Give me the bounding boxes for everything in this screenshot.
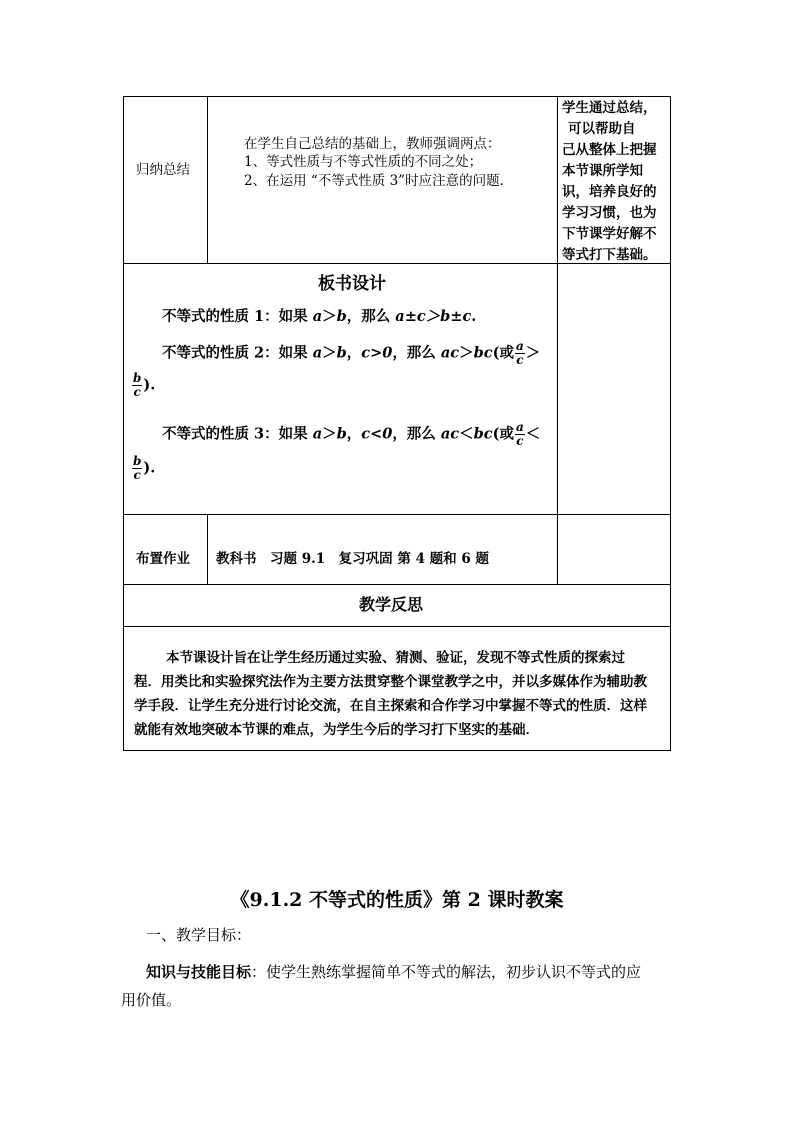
var-b: b — [336, 308, 347, 325]
reflection-line: 程．用类比和实验探究法作为主要方法贯穿整个课堂教学之中，并以多媒体作为辅助教 — [134, 674, 647, 690]
property-1 — [162, 307, 476, 327]
fraction-a-over-c: $\frac{a}{c}$ — [515, 420, 524, 448]
summary-line: 在学生自己总结的基础上，教师强调两点： — [244, 136, 501, 152]
end-punct: . — [471, 308, 477, 325]
side-note-line: 识，培养良好的 — [562, 184, 657, 200]
rel-sign: ＜ — [525, 425, 541, 443]
objective-knowledge — [146, 957, 641, 987]
var-a: a — [312, 308, 323, 325]
homework-content: 教科书 习题 9.1 复习巩固 第 4 题和 6 题 — [216, 551, 489, 567]
table-divider-reflection-title — [123, 626, 671, 627]
property-2 — [162, 340, 540, 367]
term-bc: bc — [473, 425, 493, 443]
side-note-line: 己从整体上把握 — [562, 142, 657, 158]
objective-text: 使学生熟练掌握简单不等式的解法，初步认识不等式的应 — [266, 963, 642, 981]
fraction-b-over-c: $\frac{b}{c}$ — [133, 454, 142, 482]
objective-knowledge-continued: 用价值。 — [121, 991, 182, 1009]
table-col-divider-right — [557, 96, 558, 584]
side-note-line: 本节课所学知 — [562, 163, 643, 179]
rel-sign: ＞ — [459, 344, 474, 362]
property-1-prefix: 不等式的性质 1：如果 — [162, 308, 313, 325]
side-note-line: 等式打下基础。 — [562, 247, 657, 263]
property-2-continued — [131, 372, 155, 399]
or-open: (或 — [492, 425, 514, 443]
then-text: ，那么 — [392, 344, 441, 362]
board-title: 板书设计 — [318, 274, 386, 294]
property-3-prefix: 不等式的性质 3：如果 — [162, 425, 313, 443]
table-border-left — [123, 96, 124, 751]
property-3 — [162, 421, 540, 448]
section-title-objectives: 一、教学目标： — [146, 926, 252, 944]
table-divider-board — [123, 514, 671, 515]
gt-sign: ＞ — [322, 425, 337, 443]
term-ac: ac — [440, 344, 460, 362]
rel-sign: ＜ — [459, 425, 474, 443]
var-b: b — [336, 344, 347, 362]
table-col-divider-homework — [207, 514, 208, 584]
then-text: ，那么 — [392, 425, 441, 443]
side-note-line: 下节课学好解不 — [562, 226, 657, 242]
summary-line: 1、等式性质与不等式性质的不同之处； — [244, 154, 483, 170]
condition: c>0 — [361, 344, 393, 362]
sep: ， — [346, 344, 362, 362]
gt-sign: ＞ — [322, 344, 337, 362]
side-note-line: 可以帮助自 — [568, 121, 636, 137]
fraction-a-over-c: $\frac{a}{c}$ — [515, 339, 524, 367]
sep: ， — [346, 425, 362, 443]
or-open: (或 — [492, 344, 514, 362]
homework-label: 布置作业 — [136, 551, 190, 567]
side-note-line: 学习习惯，也为 — [562, 205, 657, 221]
term-bc: bc — [473, 344, 493, 362]
var-b: b — [336, 425, 347, 443]
side-note-line: 学生通过总结， — [562, 100, 657, 116]
property-3-continued — [131, 455, 155, 482]
reflection-line: 本节课设计旨在让学生经历通过实验、猜测、验证，发现不等式性质的探索过 — [166, 650, 625, 666]
end-punct: ). — [143, 459, 156, 477]
table-col-divider-summary — [207, 96, 208, 263]
term-ac: ac — [440, 425, 460, 443]
gt-sign: ＞ — [322, 308, 337, 325]
condition: c<0 — [361, 425, 393, 443]
summary-line: 2、在运用 “不等式性质 3”时应注意的问题． — [244, 173, 514, 189]
reflection-title: 教学反思 — [359, 595, 424, 614]
objective-label: 知识与技能目标 — [146, 963, 252, 981]
reflection-line: 学手段．让学生充分进行讨论交流，在自主探索和合作学习中掌握不等式的性质．这样 — [134, 698, 647, 714]
rel-sign: ＞ — [525, 344, 541, 362]
property-1-expr: a±c＞b±c — [395, 308, 472, 325]
fraction-b-over-c: $\frac{b}{c}$ — [133, 371, 142, 399]
then-text: ，那么 — [346, 308, 396, 325]
var-a: a — [312, 425, 323, 443]
table-border-bottom — [123, 750, 671, 751]
table-divider-homework — [123, 584, 671, 585]
end-punct: ). — [143, 376, 156, 394]
summary-label: 归纳总结 — [136, 162, 190, 178]
var-a: a — [312, 344, 323, 362]
reflection-line: 就能有效地突破本节课的难点，为学生今后的学习打下坚实的基础． — [134, 722, 539, 738]
lesson-plan-heading: 《9.1.2 不等式的性质》第 2 课时教案 — [230, 889, 564, 911]
property-2-prefix: 不等式的性质 2：如果 — [162, 344, 313, 362]
objective-colon: ： — [251, 963, 267, 981]
